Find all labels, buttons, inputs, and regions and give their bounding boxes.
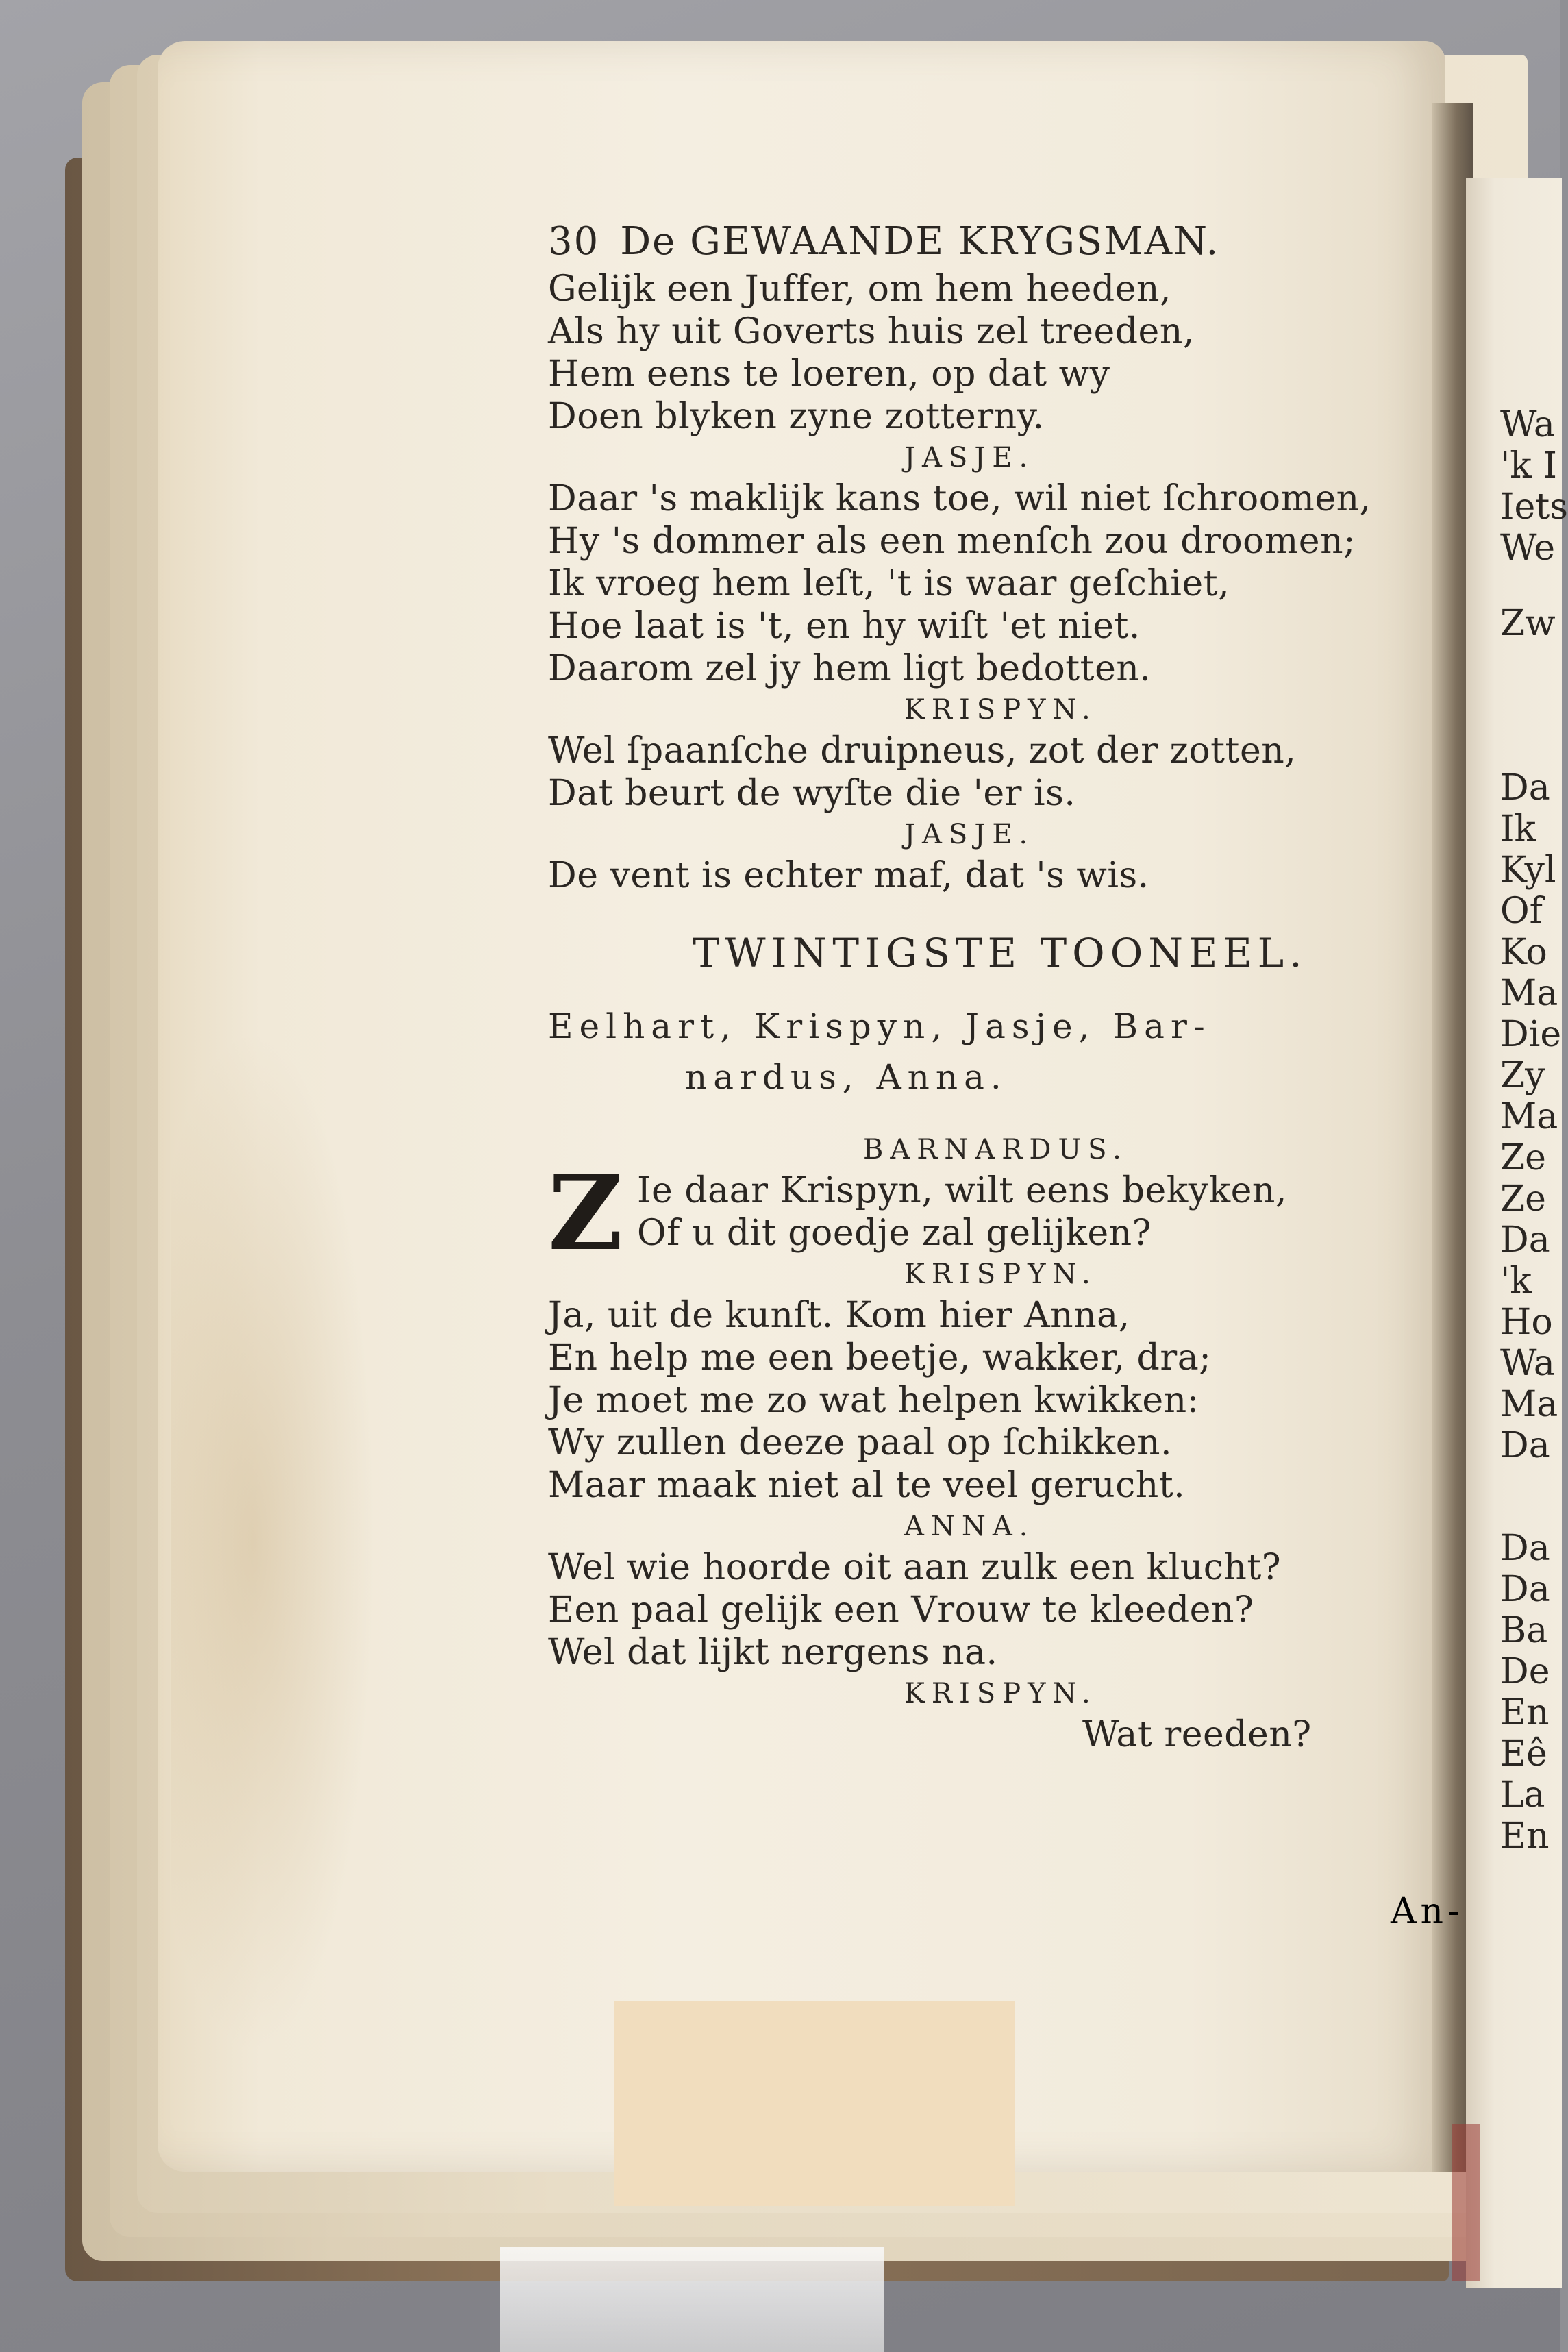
verse-line: Doen blyken zyne zotterny. <box>548 396 1045 437</box>
page-text <box>548 219 1452 1756</box>
facing-page-fragment: Da <box>1500 1528 1550 1569</box>
facing-page-fragment: Zy <box>1500 1055 1545 1096</box>
cast-list-line: Eelhart, Krispyn, Jasje, Bar- <box>548 1006 1211 1046</box>
verse-line: De vent is echter maf, dat 's wis. <box>548 855 1149 896</box>
facing-page-fragment: 'k <box>1500 1261 1532 1302</box>
speaker-name: KRISPYN. <box>904 1678 1097 1709</box>
verse-line: Wel wie hoorde oit aan zulk een klucht? <box>548 1547 1282 1588</box>
running-head-row <box>548 219 1452 264</box>
verse-line: Of u dit goedje zal gelijken? <box>637 1213 1152 1254</box>
catchword: An- <box>1391 1891 1464 1932</box>
facing-page-fragment: Ba <box>1500 1610 1548 1651</box>
facing-page-fragment: We <box>1500 528 1555 569</box>
facing-page-fragment: En <box>1500 1692 1550 1733</box>
speaker-name: KRISPYN. <box>904 694 1097 726</box>
cast-list-line: nardus, Anna. <box>685 1057 1008 1097</box>
facing-page-fragment: Da <box>1500 1220 1550 1261</box>
verse-line: Ie daar Krispyn, wilt eens bekyken, <box>637 1170 1287 1211</box>
facing-page-fragment: Eê <box>1500 1733 1547 1774</box>
verse-line: Daarom zel jy hem ligt bedotten. <box>548 648 1152 689</box>
facing-page-fragment: Wa <box>1500 404 1555 445</box>
facing-page-fragment: Die <box>1500 1014 1562 1055</box>
verse-line: Je moet me zo wat helpen kwikken: <box>548 1380 1199 1421</box>
page-number: 30 <box>548 219 600 264</box>
verse-line: En help me een beetje, wakker, dra; <box>548 1337 1212 1378</box>
tape-strip <box>500 2247 884 2352</box>
verse-line: Ik vroeg hem leſt, 't is waar geſchiet, <box>548 563 1230 604</box>
red-page-edge <box>1452 2124 1480 2281</box>
redaction-patch <box>614 2001 1015 2206</box>
speaker-name: JASJE. <box>904 442 1035 473</box>
facing-page-fragment: Ma <box>1500 1096 1558 1137</box>
speaker-name: ANNA. <box>904 1511 1035 1542</box>
facing-page-fragment: Da <box>1500 1425 1550 1466</box>
facing-page-fragment: Da <box>1500 767 1550 808</box>
drop-cap: Z <box>548 1153 623 1274</box>
facing-page-fragment: 'k I <box>1500 445 1557 486</box>
facing-page-fragment: Ik <box>1500 808 1536 850</box>
verse-line: Gelijk een Juffer, om hem heeden, <box>548 269 1171 310</box>
facing-page-fragment: Iets <box>1500 486 1568 528</box>
facing-page-fragment: Ko <box>1500 932 1547 973</box>
verse-line: Als hy uit Goverts huis zel treeden, <box>548 311 1195 352</box>
verse-line: Daar 's maklijk kans toe, wil niet ſchroomen, <box>548 478 1371 519</box>
dropcap-block <box>548 1153 1452 1274</box>
verse-line: Hoe laat is 't, en hy wiſt 'et niet. <box>548 606 1141 647</box>
verse-line: Wel dat lijkt nergens na. <box>548 1632 998 1673</box>
facing-page-fragment: Ma <box>1500 1384 1558 1425</box>
verse-block-top <box>548 268 1452 897</box>
verse-line: Hy 's dommer als een menſch zou droomen; <box>548 521 1356 562</box>
running-head: De GEWAANDE KRYGSMAN. <box>620 219 1220 264</box>
verse-line: Wel ſpaanſche druipneus, zot der zotten, <box>548 730 1297 771</box>
verse-line: Wy zullen deeze paal op ſchikken. <box>548 1422 1173 1463</box>
verse-line: Maar maak niet al te veel gerucht. <box>548 1465 1186 1506</box>
verse-line: Dat beurt de wyſte die 'er is. <box>548 773 1076 814</box>
verse-block-bottom <box>548 1254 1452 1713</box>
speaker-name: KRISPYN. <box>904 1259 1097 1290</box>
verse-line-end: Wat reeden? <box>1082 1714 1312 1755</box>
verse-line: Hem eens te loeren, op dat wy <box>548 354 1110 395</box>
facing-page-fragment: La <box>1500 1774 1545 1816</box>
facing-page-fragment: Zw <box>1500 603 1556 644</box>
speaker-name: JASJE. <box>904 819 1035 850</box>
facing-page-fragment: Kyl <box>1500 850 1556 891</box>
facing-page-fragment: Ma <box>1500 973 1558 1014</box>
facing-page-fragment: Ho <box>1500 1302 1553 1343</box>
scene-title: TWINTIGSTE TOONEEL. <box>693 930 1308 976</box>
facing-page-fragment: Wa <box>1500 1343 1555 1384</box>
facing-page-fragment: De <box>1500 1651 1550 1692</box>
facing-page-fragment: Of <box>1500 891 1543 932</box>
facing-page-fragment: En <box>1500 1816 1550 1857</box>
facing-page-fragment: Ze <box>1500 1137 1546 1178</box>
facing-page-fragment: Ze <box>1500 1178 1546 1220</box>
facing-page-fragment: Da <box>1500 1569 1550 1610</box>
speaker-name: BARNARDUS. <box>863 1134 1128 1165</box>
verse-line: Ja, uit de kunſt. Kom hier Anna, <box>548 1295 1130 1336</box>
verse-line: Een paal gelijk een Vrouw te kleeden? <box>548 1589 1254 1631</box>
